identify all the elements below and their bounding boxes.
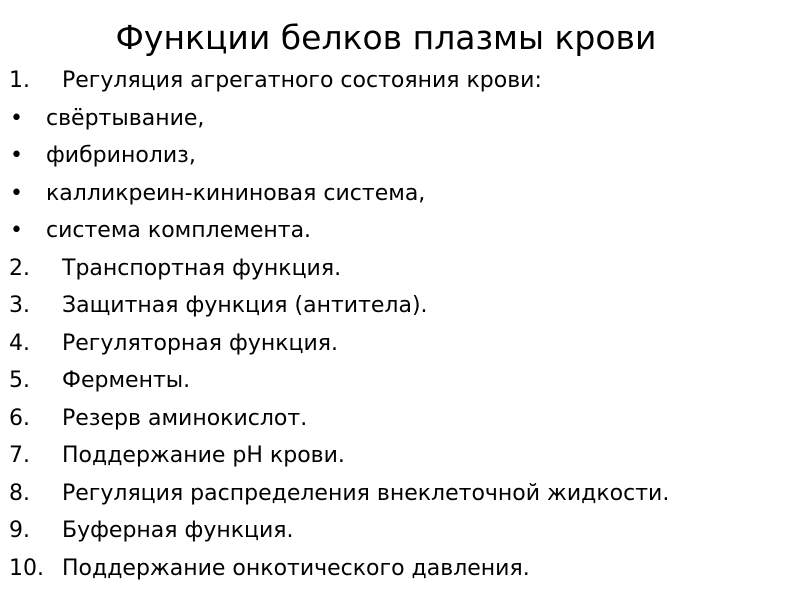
- list-item-6: [0, 402, 790, 440]
- list-item-3: [0, 289, 790, 327]
- list-item-7: [0, 439, 790, 477]
- list-item-bullet-4: [0, 214, 790, 252]
- list-item-9: [0, 514, 790, 552]
- list-item-text: Регуляторная функция.: [62, 330, 339, 356]
- list-item-10: [0, 552, 790, 590]
- bullet-icon: •: [10, 143, 23, 168]
- list-item-text: Транспортная функция.: [62, 255, 342, 281]
- list-item-bullet-2: [0, 139, 790, 177]
- list-item-text: калликреин-кининовая система,: [46, 180, 426, 206]
- function-list: [0, 64, 790, 589]
- list-marker: 5.: [9, 368, 30, 393]
- list-marker: 4.: [9, 330, 30, 356]
- list-marker: 10.: [9, 555, 44, 581]
- list-item-text: Буферная функция.: [62, 518, 294, 543]
- list-marker: 1.: [9, 68, 30, 93]
- list-item-text: Поддержание онкотического давления.: [62, 555, 530, 581]
- list-item-text: Резерв аминокислот.: [62, 405, 308, 431]
- list-item-text: фибринолиз,: [46, 143, 196, 168]
- list-marker: 2.: [9, 255, 30, 281]
- bullet-icon: •: [10, 180, 23, 206]
- list-item-bullet-3: [0, 177, 790, 215]
- list-marker: 3.: [9, 293, 30, 318]
- slide-title: Функции белков плазмы крови: [115, 18, 657, 57]
- list-item-text: Регуляция распределения внеклеточной жидкости.: [62, 480, 670, 506]
- bullet-icon: •: [10, 218, 23, 243]
- list-marker: 9.: [9, 518, 30, 543]
- list-item-4: [0, 327, 790, 365]
- list-item-text: Ферменты.: [62, 368, 191, 393]
- list-item-text: Поддержание рН крови.: [62, 443, 345, 468]
- list-marker: 7.: [9, 443, 30, 468]
- list-item-2: [0, 252, 790, 290]
- list-item-text: Регуляция агрегатного состояния крови:: [62, 68, 542, 93]
- list-item-bullet-1: [0, 102, 790, 140]
- list-item-8: [0, 477, 790, 515]
- list-item-text: Защитная функция (антитела).: [62, 293, 428, 318]
- list-item-text: свёртывание,: [46, 105, 205, 131]
- bullet-icon: •: [10, 105, 23, 131]
- list-item-1: [0, 64, 790, 102]
- list-marker: 8.: [9, 480, 30, 506]
- list-item-text: система комплемента.: [46, 218, 312, 243]
- list-item-5: [0, 364, 790, 402]
- list-marker: 6.: [9, 405, 30, 431]
